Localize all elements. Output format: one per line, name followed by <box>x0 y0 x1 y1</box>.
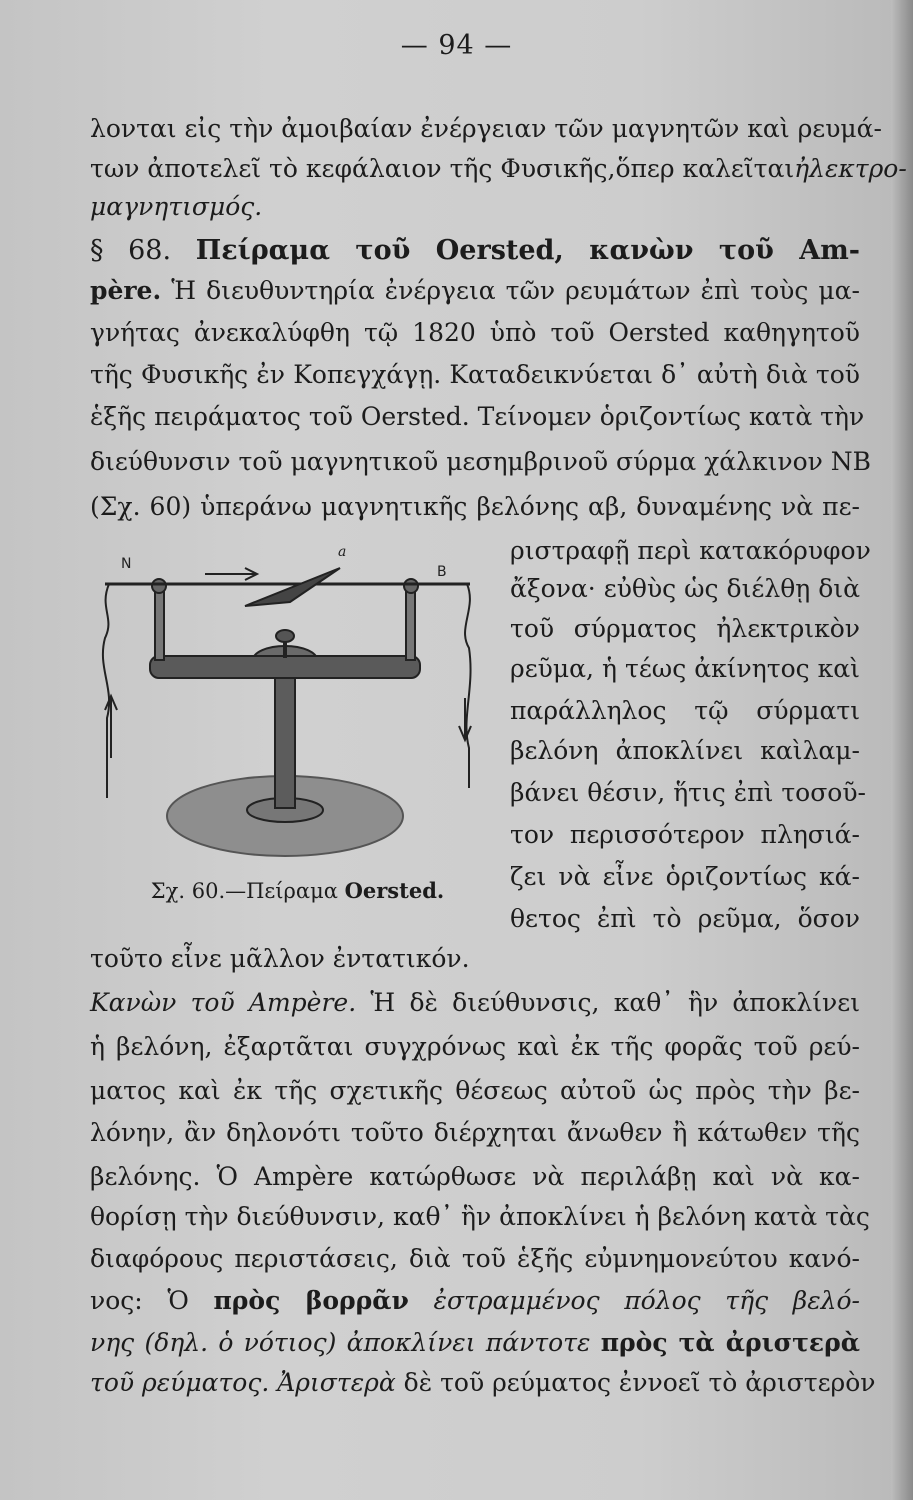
text-span: Ἡ διευθυντηρία ἐνέργεια τῶν ρευμάτων ἐπὶ τοὺς μα- <box>171 276 860 305</box>
text-span: των ἀποτελεῖ τὸ κεφάλαιον τῆς Φυσικῆς,ὅπερ καλεῖται <box>90 154 795 183</box>
text-line: τῆς Φυσικῆς ἐν Κοπεγχάγῃ. Καταδεικνύεται δ᾽ αὐτὴ διὰ τοῦ <box>90 360 860 389</box>
text-line: βάνει θέσιν, ἥτις ἐπὶ τοσοῦ- <box>510 778 866 807</box>
left-wire-shape <box>103 584 109 798</box>
page-number: — 94 — <box>400 30 513 61</box>
text-line: τοῦτο εἶνε μᾶλλον ἐντατικόν. <box>90 944 470 973</box>
page-spine-shadow <box>891 0 913 1500</box>
rule-heading: Κανὼν τοῦ Ampère. <box>90 988 357 1017</box>
text-line: θορίσῃ τὴν διεύθυνσιν, καθ᾽ ἣν ἀποκλίνει ἡ βελόνη κατὰ τὰς <box>90 1202 870 1231</box>
text-line: μαγνητισμός. <box>90 192 263 221</box>
text-line: ἑξῆς πειράματος τοῦ Oersted. Τείνομεν ὁριζοντίως κατὰ τὴν <box>90 402 865 431</box>
section-number: § 68. <box>90 235 172 266</box>
text-line <box>90 152 907 186</box>
italic-term: τοῦ ρεύματος. <box>90 1368 270 1397</box>
right-wire-shape <box>465 584 471 788</box>
magnetic-needle-shape <box>245 568 340 606</box>
crossbar-shape <box>150 656 420 678</box>
label-n: N <box>121 556 132 572</box>
stand-pillar-shape <box>275 678 295 808</box>
italic-term: νης (δηλ. ὁ νότιος) <box>90 1328 337 1357</box>
section-title: Πείραμα τοῦ Oersted, κανὼν τοῦ Am- <box>195 235 860 266</box>
text-line <box>90 1326 860 1360</box>
italic-term: ἐστραμμένος πόλος τῆς βελό- <box>433 1286 860 1315</box>
bold-term: πρὸς βορρᾶν <box>213 1286 409 1315</box>
text-line: διαφόρους περιστάσεις, διὰ τοῦ ἑξῆς εὐμνημονεύτου κανό- <box>90 1244 860 1273</box>
text-line: βελόνης. Ὁ Ampère κατώρθωσε νὰ περιλάβῃ καὶ νὰ κα- <box>90 1162 860 1191</box>
text-line <box>90 274 860 308</box>
right-post-cap-shape <box>404 579 418 593</box>
text-line: παράλληλος τῷ σύρματι <box>510 696 860 725</box>
text-line: θετος ἐπὶ τὸ ρεῦμα, ὅσον <box>510 904 860 933</box>
oersted-apparatus-figure <box>95 548 485 878</box>
text-line <box>90 986 860 1020</box>
text-line: ρεῦμα, ἡ τέως ἀκίνητος καὶ <box>510 654 860 683</box>
italic-term: ἀποκλίνει πάντοτε <box>346 1328 591 1357</box>
caption-name: Oersted. <box>344 878 445 903</box>
text-span: Ἡ δὲ διεύθυνσις, καθ᾽ ἣν ἀποκλίνει <box>370 988 860 1017</box>
text-line: τοῦ σύρματος ἠλεκτρικὸν <box>510 614 860 643</box>
text-line: ζει νὰ εἶνε ὁριζοντίως κά- <box>510 862 860 891</box>
text-line <box>90 1366 876 1400</box>
text-line: γνήτας ἀνεκαλύφθη τῷ 1820 ὑπὸ τοῦ Oersted καθηγητοῦ <box>90 318 860 347</box>
text-line: τον περισσότερον πλησιά- <box>510 820 860 849</box>
section-heading <box>90 234 860 268</box>
left-post-shape <box>155 590 164 660</box>
italic-term: ἠλεκτρο- <box>794 154 907 183</box>
left-post-cap-shape <box>152 579 166 593</box>
text-line <box>90 1284 860 1318</box>
text-line: ἄξονα· εὐθὺς ὡς διέλθῃ διὰ <box>510 574 860 603</box>
label-a: a <box>338 548 347 560</box>
text-span: δὲ τοῦ ρεύματος ἐννοεῖ τὸ ἀριστερὸν <box>403 1368 876 1397</box>
text-line: (Σχ. 60) ὑπεράνω μαγνητικῆς βελόνης αβ, δυναμένης νὰ πε- <box>90 492 860 521</box>
text-line: λονται εἰς τὴν ἀμοιβαίαν ἐνέργειαν τῶν μαγνητῶν καὶ ρευμά- <box>90 114 882 143</box>
caption-prefix: Σχ. 60.—Πείραμα <box>150 879 338 903</box>
text-line: βελόνη ἀποκλίνει καὶλαμ- <box>510 736 860 765</box>
needle-holder-shape <box>276 630 294 642</box>
text-line: λόνην, ἂν δηλονότι τοῦτο διέρχηται ἄνωθεν ἢ κάτωθεν τῆς <box>90 1118 860 1147</box>
section-title-cont: père. <box>90 276 162 305</box>
text-line: ἡ βελόνη, ἐξαρτᾶται συγχρόνως καὶ ἐκ τῆς φορᾶς τοῦ ρεύ- <box>90 1032 860 1061</box>
label-b: B <box>437 564 447 580</box>
text-line: ριστραφῇ περὶ κατακόρυφον <box>510 536 871 565</box>
text-line: διεύθυνσιν τοῦ μαγνητικοῦ μεσημβρινοῦ σύρμα χάλκινον ΝΒ <box>90 447 872 476</box>
italic-term: Ἀριστερὰ <box>277 1368 396 1397</box>
bold-term: πρὸς τὰ ἀριστερὰ <box>600 1328 860 1357</box>
right-post-shape <box>406 590 415 660</box>
text-line: ματος καὶ ἐκ τῆς σχετικῆς θέσεως αὐτοῦ ὡς πρὸς τὴν βε- <box>90 1076 860 1105</box>
text-span: νος: Ὁ <box>90 1286 189 1315</box>
figure-caption <box>125 878 470 903</box>
